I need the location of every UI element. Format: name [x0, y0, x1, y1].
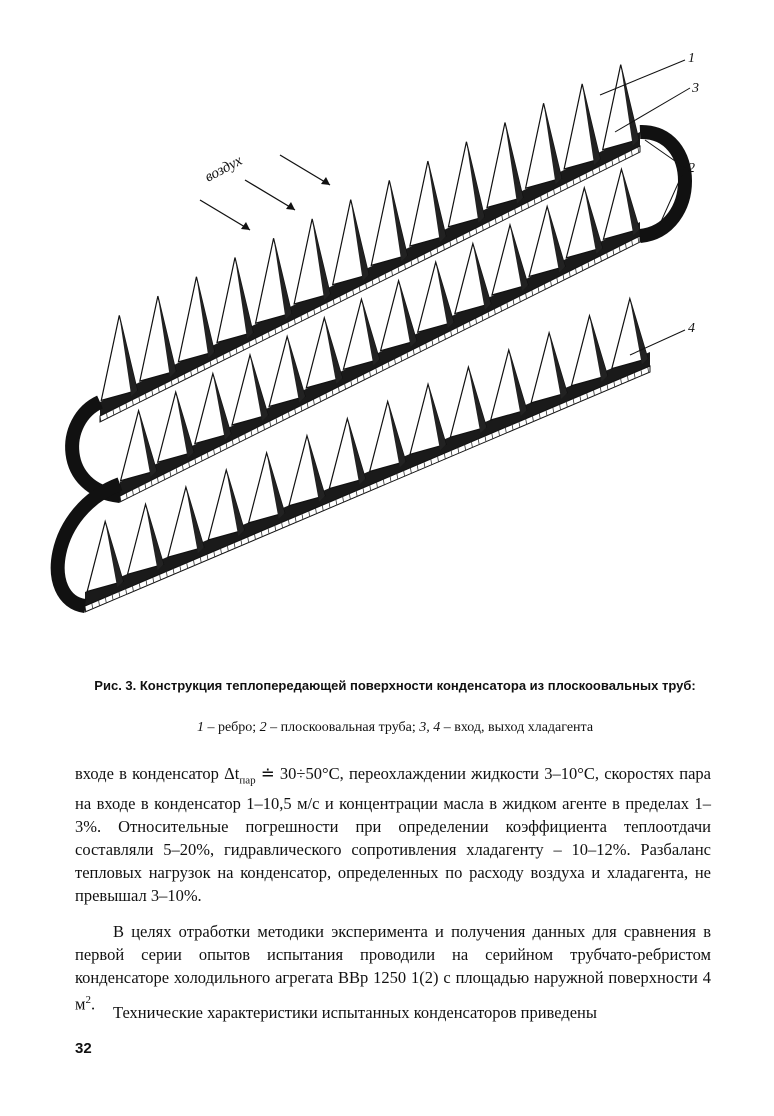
legend-num-3: 3, 4 — [419, 720, 441, 735]
air-arrow — [245, 180, 295, 210]
caption-title: Рис. 3. Конструкция теплопередающей поверхности конденсатора из плоскоовальных труб: — [94, 678, 696, 693]
legend-text-2: – плоскоовальная труба; — [266, 720, 420, 735]
para1-rest: ≐ 30÷50°С, переохлаждении жидкости 3–10°С, скоростях пара на входе в конденсатор 1–10,5 м/с и концентрации масла в жидком агенте в пределах 1–3%. Относительные погрешности при определении коэффициента теплоотдачи составляли 5–20%, гидравлического сопротивления хладагенту – 10–12%. Разбаланс тепловых нагрузок на конденсатор, определенных по расходу воздуха и хладагента, не превышал 3–10%. — [75, 764, 711, 906]
callout-1: 1 — [688, 51, 695, 66]
figure-legend — [75, 720, 715, 736]
para2-end: . — [90, 994, 96, 1014]
callout-3: 3 — [692, 81, 699, 96]
body-paragraph-1 — [75, 762, 711, 907]
callout-leader — [600, 60, 685, 95]
air-label: воздух — [202, 152, 246, 186]
callout-2: 2 — [688, 161, 695, 176]
air-arrow — [200, 200, 250, 230]
air-arrow — [280, 155, 330, 185]
para2-text: В целях отработки методики эксперимента и получения данных для сравнения в первой серии опытов испытания проводили на серийном трубчато-ребристом конденсаторе холодильного агрегата ВВр 1250 1(2) с площадью наружной поверхности 4 м — [75, 922, 711, 1014]
body-paragraph-3 — [75, 1001, 711, 1024]
legend-num-2: 2 — [259, 720, 267, 735]
condenser-figure — [40, 40, 740, 670]
para2-superscript: 2 — [85, 994, 91, 1006]
legend-num-1: 1 — [196, 720, 204, 735]
tube-side — [85, 366, 650, 612]
callout-4: 4 — [688, 321, 695, 336]
page-number: 32 — [75, 1040, 92, 1057]
condenser-drawing — [40, 40, 740, 670]
legend-text-1: – ребро; — [203, 720, 260, 735]
figure-caption — [75, 678, 715, 694]
para1-start: входе в конденсатор Δt — [75, 764, 240, 783]
para3-text: Технические характеристики испытанных конденсаторов приведены — [113, 1003, 597, 1022]
para1-subscript: пар — [239, 774, 256, 787]
legend-text-3: – вход, выход хладагента — [440, 720, 594, 735]
